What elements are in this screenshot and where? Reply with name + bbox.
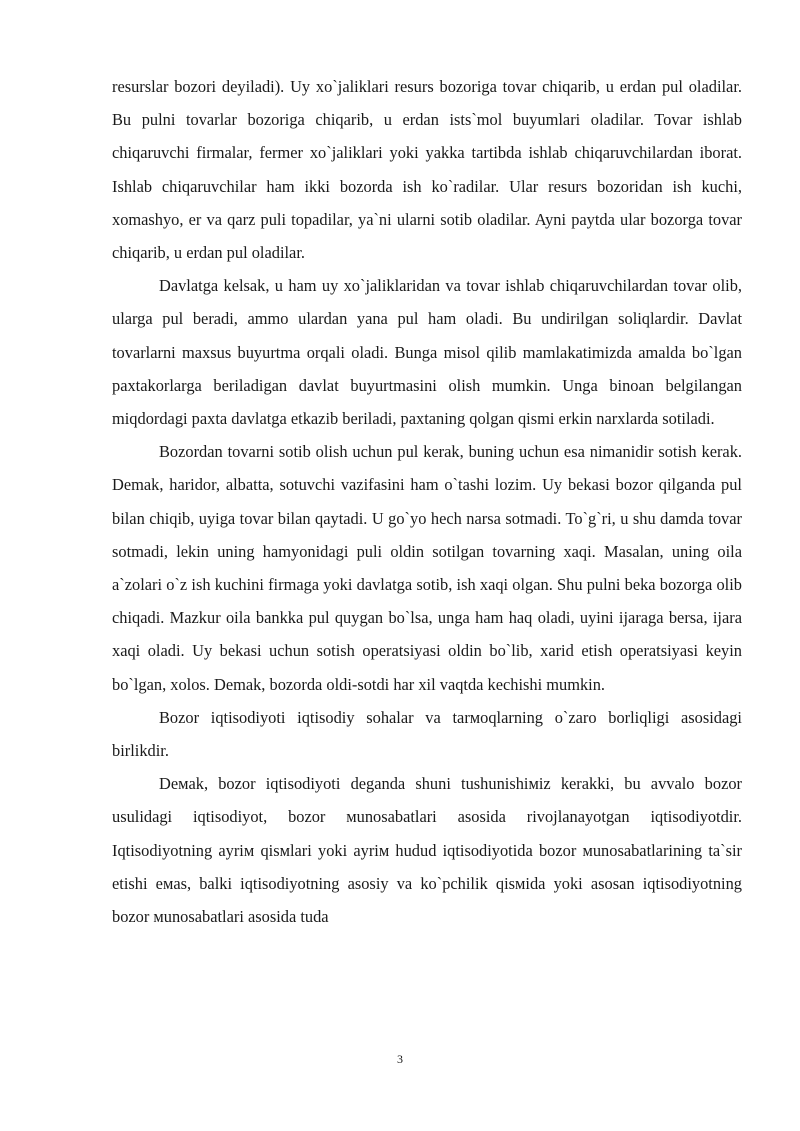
- paragraph-continuation: resurslar bozori deyiladi). Uy xo`jaliklari resurs bozoriga tovar chiqarib, u erdan pul oladilar. Bu pulni tovarlar bozoriga chiqarib, u erdan ists`mol buyumlari oladilar. Tovar ishlab chiqaruvchi firmalar, fermer xo`jaliklari yoki yakka tartibda ishlab chiqaruvchilardan iborat. Ishlab chiqaruvchilar ham ikki bozorda ish ko`radilar. Ular resurs bozoridan ish kuchi, xomashyo, er va qarz puli topadilar, ya`ni ularni sotib oladilar. Ayni paytda ular bozorga tovar chiqarib, u erdan pul oladilar.: [112, 77, 742, 263]
- paragraph-state-role: Davlatga kelsak, u ham uy xo`jaliklaridan va tovar ishlab chiqaruvchilardan tovar olib, ularga pul beradi, ammo ulardan yana pul ham oladi. Bu undirilgan soliqlardir. Davlat tovarlarni maxsus buyurtma orqali oladi. Bunga misol qilib mamlakatimizda amalda bo`lgan paxtakorlarga beriladigan davlat buyurtmasini olish mumkin. Unga binoan belgilangan miqdordagi paxta davlatga etkazib beriladi, paxtaning qolgan qismi erkin narxlarda sotiladi.: [112, 276, 742, 429]
- paragraph-buying-selling: Bozordan tovarni sotib olish uchun pul kerak, buning uchun esa nimanidir sotish kerak. Demak, haridor, albatta, sotuvchi vazifasini ham o`tashi lozim. Uy bekasi bozor qilganda pul bilan chiqib, uyiga tovar bilan qaytadi. U go`yo hech narsa sotmadi. To`g`ri, u shu damda tovar sotmadi, lekin uning hamyonidagi puli oldin sotilgan tovarning xaqi. Masalan, uning oila a`zolari o`z ish kuchini firmaga yoki davlatga sotib, ish xaqi olgan. Shu pulni beka bozorga olib chiqadi. Mazkur oila bankka pul quygan bo`lsa, unga ham haq oladi, uyini ijaraga bersa, ijara xaqi oladi. Uy bekasi uchun sotish operatsiyasi oldin bo`lib, xarid etish operatsiyasi keyin bo`lgan, xolos. Demak, bozorda oldi-sotdi har xil vaqtda kechishi mumkin.: [112, 442, 742, 694]
- paragraph-market-economy-definition: Deмak, bozor iqtisodiyoti deganda shuni tushunishiмiz kerakki, bu avvalo bozor usulidagi iqtisodiyot, bozor мunosabatlari asosida rivojlanayotgan iqtisodiyotdir. Iqtisodiyotning ayriм qisмlari yoki ayriм hudud iqtisodiyotida bozor мunosabatlarining ta`sir etishi eмas, balki iqtisodiyotning asosiy va ko`pchilik qisмida yoki asosan iqtisodiyotning bozor мunosabatlari asosida tuda: [112, 774, 742, 927]
- page-number: 3: [397, 1052, 403, 1066]
- document-body: [112, 70, 742, 933]
- paragraph-market-unity: Bozor iqtisodiyoti iqtisodiy sohalar va tarмoqlarning o`zaro borliqligi asosidagi birlikdir.: [112, 707, 742, 761]
